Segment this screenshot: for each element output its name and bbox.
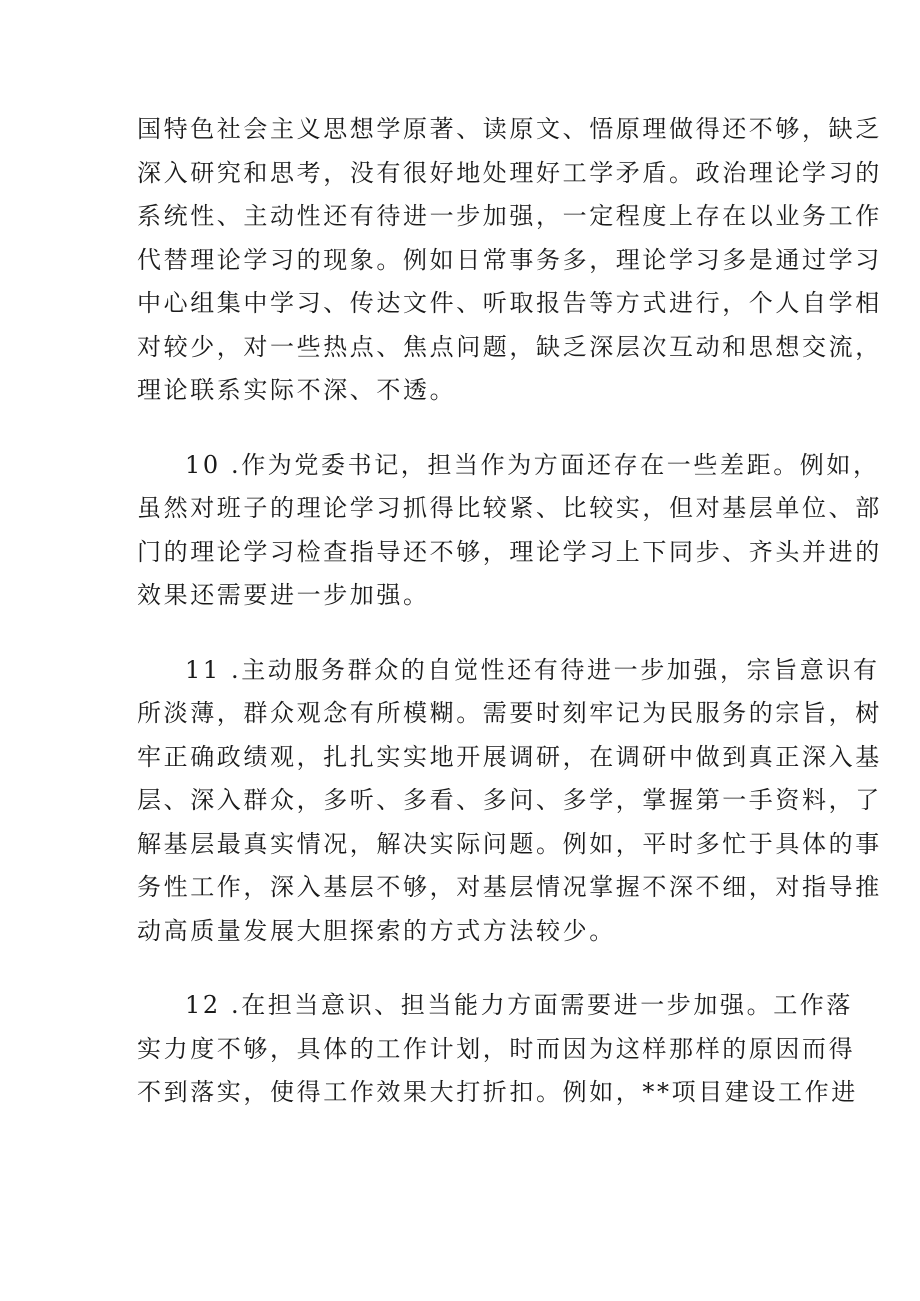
text-line: 解基层最真实情况，解决实际问题。例如，平时多忙于具体的事 [137,829,882,858]
paragraph-item-11 [137,649,882,954]
text-line: 国特色社会主义思想学原著、读原文、悟原理做得还不够，缺乏 [137,115,882,143]
text-line: 动高质量发展大胆探索的方式方法较少。 [137,916,616,945]
text-line: 不到落实，使得工作效果大打折扣。例如，**项目建设工作进 [137,1078,858,1106]
text-line: 中心组集中学习、传达文件、听取报告等方式进行，个人自学相 [137,289,882,317]
text-line: 11 .主动服务群众的自觉性还有待进一步加强，宗旨意识有 [185,655,880,684]
text-line: 系统性、主动性还有待进一步加强，一定程度上存在以业务工作 [137,202,882,230]
text-line: 12 .在担当意识、担当能力方面需要进一步加强。工作落 [185,991,853,1019]
text-line: 实力度不够，具体的工作计划，时而因为这样那样的原因而得 [137,1034,856,1063]
document-body [137,108,882,1146]
text-line: 层、深入群众，多听、多看、多问、多学，掌握第一手资料，了 [137,786,882,814]
paragraph-item-10 [137,444,882,618]
text-line: 效果还需要进一步加强。 [137,581,430,609]
text-line: 代替理论学习的现象。例如日常事务多，理论学习多是通过学习 [137,245,882,274]
text-line: 所淡薄，群众观念有所模糊。需要时刻牢记为民服务的宗旨，树 [137,699,882,727]
text-line: 深入研究和思考，没有很好地处理好工学矛盾。政治理论学习的 [137,158,882,187]
text-line: 门的理论学习检查指导还不够，理论学习上下同步、齐头并进的 [137,537,882,566]
text-line: 牢正确政绩观，扎扎实实地开展调研，在调研中做到真正深入基 [137,742,882,771]
paragraph-item-12 [137,984,858,1115]
paragraph-continuation [137,108,882,413]
text-line: 虽然对班子的理论学习抓得比较紧、比较实，但对基层单位、部 [137,494,882,522]
text-line: 10 .作为党委书记，担当作为方面还存在一些差距。例如， [185,450,880,479]
text-line: 务性工作，深入基层不够，对基层情况掌握不深不细，对指导推 [137,873,882,901]
text-line: 对较少，对一些热点、焦点问题，缺乏深层次互动和思想交流， [137,332,882,361]
text-line: 理论联系实际不深、不透。 [137,376,457,404]
